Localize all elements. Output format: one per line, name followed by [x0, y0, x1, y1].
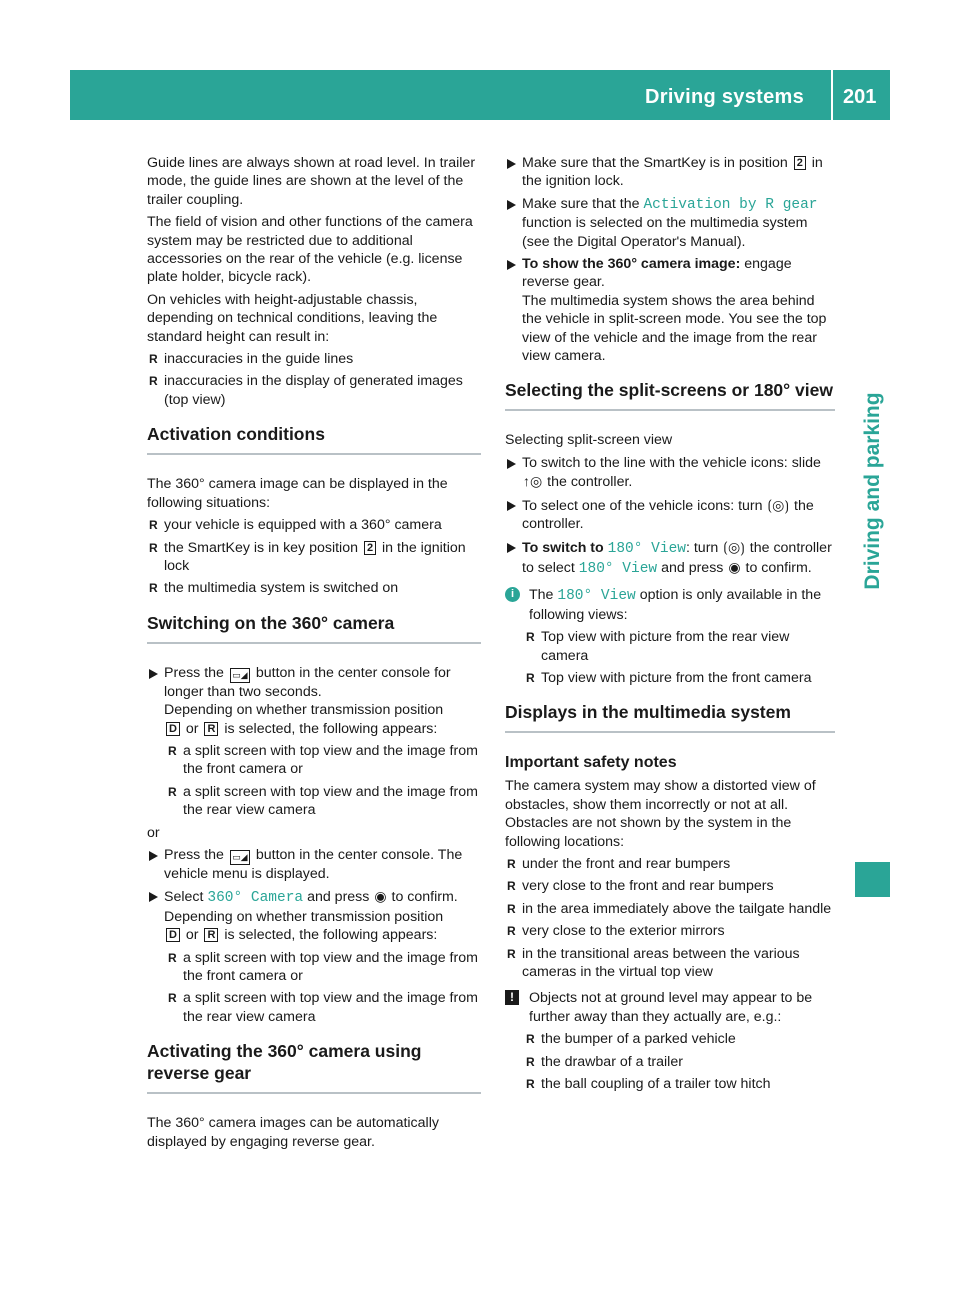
- list-item: R a split screen with top view and the image from the rear view camera: [166, 783, 481, 820]
- transmission-r-symbol: R: [204, 928, 218, 942]
- info-icon: i: [505, 587, 520, 602]
- step: Press the ▭◢ button in the center console for longer than two seconds. Depending on whether transmission position D or R is selected, the following appears:: [147, 664, 481, 738]
- menu-item-180-view: 180° View: [578, 560, 658, 577]
- heading-displays: Displays in the multimedia system: [505, 701, 835, 733]
- heading-reverse-gear: Activating the 360° camera using reverse gear: [147, 1040, 481, 1094]
- list-item: R very close to the exterior mirrors: [505, 922, 835, 940]
- step: Press the ▭◢ button in the center console. The vehicle menu is displayed.: [147, 846, 481, 883]
- menu-item-180-view: 180° View: [607, 540, 686, 557]
- step: To switch to 180° View: turn ⟮◎⟯ the controller to select 180° View and press ◉ to confirm.: [505, 538, 835, 579]
- right-column: [505, 154, 835, 1097]
- controller-turn-icon: ⟮◎⟯: [767, 496, 790, 513]
- step: To select one of the vehicle icons: turn ⟮◎⟯ the controller.: [505, 496, 835, 534]
- list-item: R inaccuracies in the display of generated images (top view): [147, 372, 481, 409]
- warning-note: ! Objects not at ground level may appear to be further away than they actually are, e.g.:: [505, 989, 835, 1026]
- chapter-tab-label: Driving and parking: [861, 392, 884, 590]
- list-item: R inaccuracies in the guide lines: [147, 350, 481, 368]
- list-item: R a split screen with top view and the image from the front camera or: [166, 949, 481, 986]
- controller-press-icon: ◉: [728, 558, 741, 575]
- list-item: R a split screen with top view and the image from the rear view camera: [166, 989, 481, 1026]
- list-item: R Top view with picture from the rear view camera: [524, 628, 835, 665]
- paragraph: On vehicles with height-adjustable chassis, depending on technical conditions, leaving the standard height can result in:: [147, 291, 438, 345]
- list-item: R the multimedia system is switched on: [147, 579, 481, 597]
- step: Select 360° Camera and press ◉ to confirm. Depending on whether transmission position D or R is selected, the following appears:: [147, 887, 481, 944]
- list-item: R very close to the front and rear bumpers: [505, 877, 835, 895]
- heading-activation-conditions: Activation conditions: [147, 423, 481, 455]
- warning-icon: !: [505, 990, 519, 1005]
- info-note: i The 180° View option is only available in the following views:: [505, 586, 835, 624]
- chapter-marker: [855, 862, 890, 897]
- list-item: R in the transitional areas between the various cameras in the virtual top view: [505, 945, 835, 982]
- step: Make sure that the SmartKey is in position 2 in the ignition lock.: [505, 154, 835, 191]
- heading-split-screens: Selecting the split-screens or 180° view: [505, 379, 835, 411]
- left-column: [147, 154, 481, 1155]
- heading-safety-notes: Important safety notes: [505, 754, 677, 772]
- step: To show the 360° camera image: engage reverse gear. The multimedia system shows the area behind the vehicle in split-screen mode. You see the top view of the vehicle and the image from the rear view camera.: [505, 255, 835, 365]
- list-item: R a split screen with top view and the image from the front camera or: [166, 742, 481, 779]
- key-position-symbol: 2: [794, 156, 806, 170]
- paragraph: The 360° camera image can be displayed in the following situations:: [147, 476, 448, 511]
- menu-item-360-camera: 360° Camera: [207, 890, 304, 907]
- section-title: Driving systems: [645, 86, 805, 108]
- key-position-symbol: 2: [364, 541, 376, 555]
- menu-item-180-view: 180° View: [557, 588, 636, 605]
- paragraph: The field of vision and other functions of the camera system may be restricted due to additional accessories on the rear of the vehicle (e.g. license plate holder, bicycle rack).: [147, 214, 473, 286]
- controller-press-icon: ◉: [374, 888, 387, 905]
- transmission-d-symbol: D: [166, 928, 180, 942]
- list-item: R the ball coupling of a trailer tow hitch: [524, 1075, 835, 1093]
- paragraph: Guide lines are always shown at road level. In trailer mode, the guide lines are shown at the level of the trailer coupling.: [147, 155, 476, 208]
- paragraph: The camera system may show a distorted view of obstacles, show them incorrectly or not at all. Obstacles are not shown by the system in the following locations:: [505, 778, 816, 850]
- camera-button-icon: ▭◢: [230, 668, 250, 683]
- list-item: R the bumper of a parked vehicle: [524, 1030, 835, 1048]
- controller-slide-icon: ↑◎: [523, 473, 543, 490]
- transmission-d-symbol: D: [166, 722, 180, 736]
- paragraph: Selecting split-screen view: [505, 432, 673, 449]
- list-item: R your vehicle is equipped with a 360° camera: [147, 516, 481, 534]
- heading-switching-on: Switching on the 360° camera: [147, 612, 481, 644]
- paragraph: or: [147, 824, 160, 841]
- list-item: R in the area immediately above the tailgate handle: [505, 900, 835, 918]
- menu-item-activation-by-r-gear: Activation by R gear: [643, 196, 818, 213]
- step: Make sure that the Activation by R gear function is selected on the multimedia system (see the Digital Operator's Manual).: [505, 195, 835, 251]
- list-item: R the SmartKey is in key position 2 in the ignition lock: [147, 539, 481, 576]
- list-item: R Top view with picture from the front camera: [524, 669, 835, 687]
- controller-turn-icon: ⟮◎⟯: [723, 538, 745, 555]
- header-divider: [831, 70, 833, 120]
- camera-button-icon: ▭◢: [230, 850, 250, 865]
- transmission-r-symbol: R: [204, 722, 218, 736]
- step: To switch to the line with the vehicle icons: slide ↑◎ the controller.: [505, 454, 835, 492]
- list-item: R the drawbar of a trailer: [524, 1053, 835, 1071]
- paragraph: The 360° camera images can be automatically displayed by engaging reverse gear.: [147, 1115, 439, 1150]
- page-number: 201: [843, 86, 877, 108]
- list-item: R under the front and rear bumpers: [505, 855, 835, 873]
